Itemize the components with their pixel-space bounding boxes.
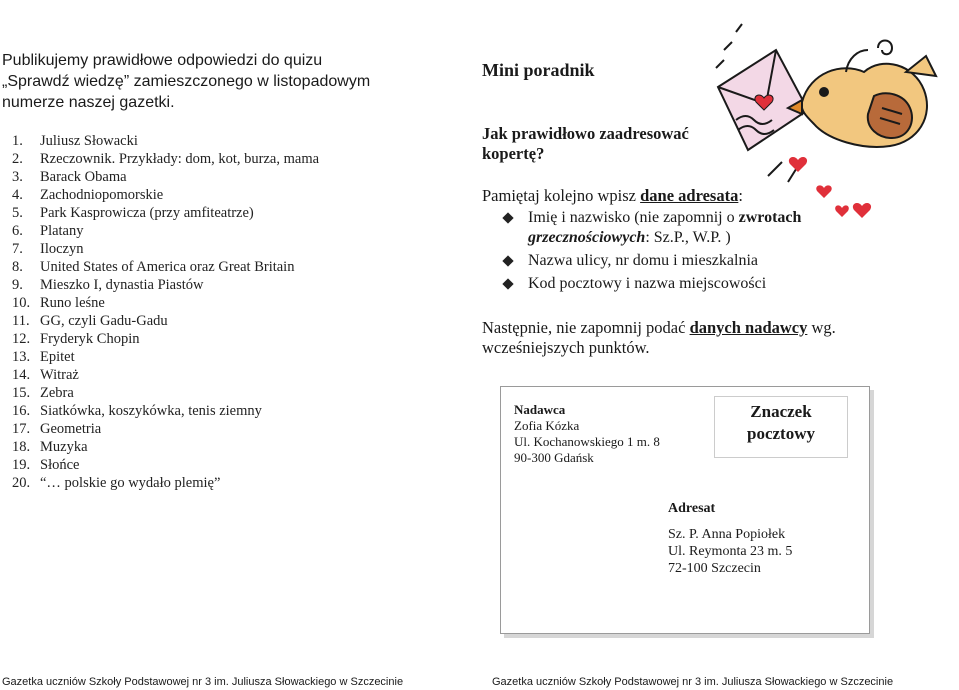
list-item: 11. GG, czyli Gadu-Gadu (12, 313, 168, 329)
addressee-line: Ul. Reymonta 23 m. 5 (668, 544, 793, 559)
sender-instruction: Następnie, nie zapomnij podać danych nadawcy wg. wcześniejszych punktów. (482, 318, 836, 357)
list-item: 17. Geometria (12, 421, 102, 437)
list-item: 18. Muzyka (12, 439, 88, 455)
list-item: 4. Zachodniopomorskie (12, 187, 164, 203)
guide-title: Mini poradnik (482, 60, 595, 80)
recipient-data-label: dane adresata (640, 186, 739, 205)
sender-line: Ul. Kochanowskiego 1 m. 8 (514, 434, 660, 449)
sender-line: 90-300 Gdańsk (514, 450, 594, 465)
heart-icon (789, 157, 871, 218)
sender-label: Nadawca (514, 402, 566, 417)
list-item: Kod pocztowy i nazwa miejscowości (502, 274, 862, 294)
sender-line: Zofia Kózka (514, 418, 580, 433)
addressee-block (668, 500, 792, 577)
stamp-line: pocztowy (747, 424, 815, 443)
intro-line: numerze naszej gazetki. (2, 94, 175, 111)
list-item: 6. Platany (12, 223, 84, 239)
bird-with-letter-icon (706, 2, 956, 222)
list-item: 8. United States of America oraz Great Britain (12, 259, 295, 275)
intro-text (2, 50, 442, 113)
remember-text: Pamiętaj kolejno wpisz dane adresata: (482, 186, 743, 205)
list-item: 9. Mieszko I, dynastia Piastów (12, 277, 204, 293)
list-item: 5. Park Kasprowicza (przy amfiteatrze) (12, 205, 254, 221)
list-item: 14. Witraż (12, 367, 79, 383)
list-item: 10. Runo leśne (12, 295, 105, 311)
guide-subtitle: Jak prawidłowo zaadresować kopertę? (482, 124, 689, 163)
list-item: 16. Siatkówka, koszykówka, tenis ziemny (12, 403, 262, 419)
list-item: 3. Barack Obama (12, 169, 127, 185)
list-item: 1. Juliusz Słowacki (12, 133, 138, 149)
stamp-box (714, 396, 848, 458)
footer-right: Gazetka uczniów Szkoły Podstawowej nr 3 im. Juliusza Słowackiego w Szczecinie (492, 676, 894, 688)
addressee-label: Adresat (668, 501, 716, 516)
footer-left: Gazetka uczniów Szkoły Podstawowej nr 3 im. Juliusza Słowackiego w Szczecinie (2, 676, 404, 688)
list-item: 2. Rzeczownik. Przykłady: dom, kot, burza, mama (12, 151, 320, 167)
sender-block (514, 402, 660, 466)
stamp-line: Znaczek (750, 402, 812, 421)
list-item: 7. Iloczyn (12, 241, 84, 257)
sender-data-label: danych nadawcy (689, 318, 808, 337)
list-item: 19. Słońce (12, 457, 80, 473)
list-item: 12. Fryderyk Chopin (12, 331, 140, 347)
addressee-line: 72-100 Szczecin (668, 561, 761, 576)
answers-list (12, 132, 432, 492)
list-item: Nazwa ulicy, nr domu i mieszkalnia (502, 251, 862, 271)
list-item: 15. Zebra (12, 385, 74, 401)
list-item: 20. “… polskie go wydało plemię” (12, 475, 221, 491)
list-item: 13. Epitet (12, 349, 75, 365)
intro-line: Publikujemy prawidłowe odpowiedzi do quizu (2, 52, 323, 69)
list-item: Imię i nazwisko (nie zapomnij o zwrotach grzecznościowych: Sz.P., W.P. ) (502, 208, 862, 248)
intro-line: „Sprawdź wiedzę” zamieszczonego w listopadowym (2, 73, 371, 90)
addressee-line: Sz. P. Anna Popiołek (668, 527, 786, 542)
